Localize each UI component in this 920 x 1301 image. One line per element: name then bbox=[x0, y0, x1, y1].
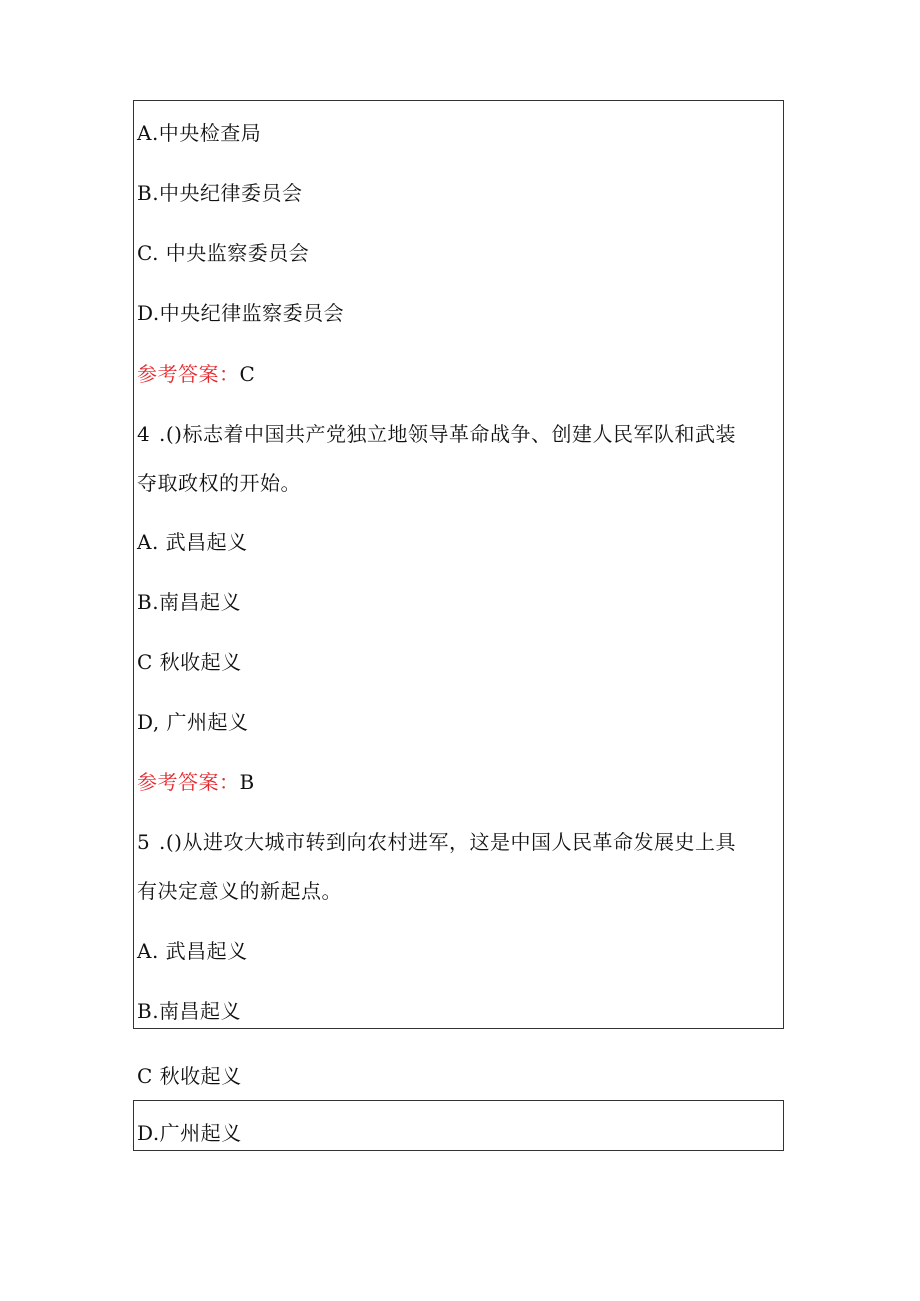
question-text: .()标志着中国共产党独立地领导革命战争、创建人民军队和武装 bbox=[159, 422, 736, 446]
q4-option-b: B.南昌起义 bbox=[137, 590, 242, 614]
q4-option-d: D, 广州起义 bbox=[137, 710, 249, 734]
q5-text-line1 bbox=[137, 830, 736, 854]
q4-option-c: C 秋收起义 bbox=[137, 650, 242, 674]
answer-value: C bbox=[239, 362, 256, 386]
q3-option-c: C. 中央监察委员会 bbox=[137, 241, 310, 265]
q5-option-c: C 秋收起义 bbox=[137, 1064, 242, 1088]
answer-label: 参考答案： bbox=[137, 362, 240, 386]
q4-option-a: A. 武昌起义 bbox=[137, 530, 248, 554]
q5-option-d: D.广州起义 bbox=[137, 1121, 242, 1145]
answer-label: 参考答案： bbox=[137, 770, 240, 794]
question-number: 5 bbox=[137, 830, 151, 854]
question-number: 4 bbox=[137, 422, 151, 446]
q4-text-line1 bbox=[137, 422, 736, 446]
q3-option-d: D.中央纪律监察委员会 bbox=[137, 301, 345, 325]
q5-option-b: B.南昌起义 bbox=[137, 999, 242, 1023]
q3-option-a: A.中央检查局 bbox=[137, 121, 262, 145]
q4-text-line2: 夺取政权的开始。 bbox=[137, 471, 301, 495]
q3-answer bbox=[137, 362, 255, 386]
q5-option-a: A. 武昌起义 bbox=[137, 939, 248, 963]
question-text: .()从进攻大城市转到向农村进军，这是中国人民革命发展史上具 bbox=[159, 830, 736, 854]
q3-option-b: B.中央纪律委员会 bbox=[137, 181, 303, 205]
q4-answer bbox=[137, 770, 255, 794]
answer-value: B bbox=[239, 770, 255, 794]
q5-text-line2: 有决定意义的新起点。 bbox=[137, 879, 342, 903]
